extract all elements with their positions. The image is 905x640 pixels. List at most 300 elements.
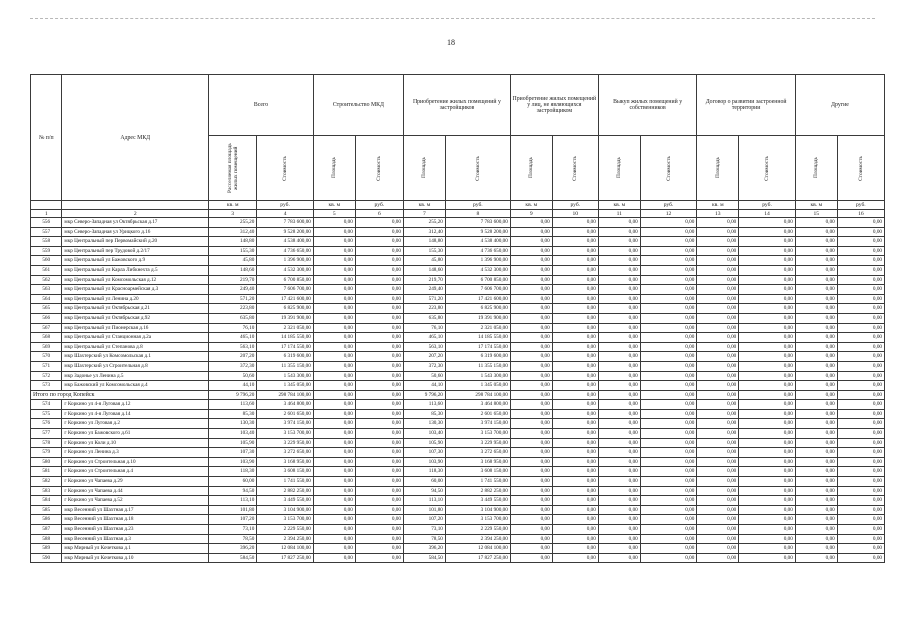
- cell-buyout-area: 0,00: [598, 304, 640, 314]
- cell-total-cost: 3 272 650,00: [257, 448, 314, 458]
- cell-developers-area: 372,30: [403, 361, 445, 371]
- cell-buyout-cost: 0,00: [640, 304, 697, 314]
- cell-non-developers-area: 0,00: [510, 323, 552, 333]
- cell-non-developers-cost: 0,00: [552, 477, 598, 487]
- cell-total-cost: 3 464 800,00: [257, 400, 314, 410]
- cell-territory-cost: 0,00: [739, 323, 796, 333]
- cell-developers-area: 94,50: [403, 486, 445, 496]
- cell-territory-cost: 0,00: [739, 409, 796, 419]
- cell-total-area: 85,30: [209, 409, 257, 419]
- cell-non-developers-cost: 0,00: [552, 534, 598, 544]
- cell-territory-area: 0,00: [697, 467, 739, 477]
- cell-total-area: 312,40: [209, 227, 257, 237]
- cell-other-cost: 0,00: [837, 256, 884, 266]
- cell-developers-area: 113,10: [403, 496, 445, 506]
- row-number: 571: [31, 361, 62, 371]
- cell-buyout-cost: 0,00: [640, 448, 697, 458]
- cell-non-developers-area: 0,00: [510, 294, 552, 304]
- cell-other-cost: 0,00: [837, 515, 884, 525]
- cell-buyout-area: 0,00: [598, 448, 640, 458]
- cell-non-developers-cost: 0,00: [552, 467, 598, 477]
- row-address: мкр Центральный ул Ленина д.20: [62, 294, 209, 304]
- row-address: г Коркино ул Ленина д.3: [62, 448, 209, 458]
- table-row: [31, 534, 885, 544]
- row-number: 561: [31, 265, 62, 275]
- cell-territory-cost: 0,00: [739, 419, 796, 429]
- cell-other-area: 0,00: [795, 381, 837, 391]
- row-address: г Коркино ул 4-я Луговая д.14: [62, 409, 209, 419]
- table-row: [31, 515, 885, 525]
- resettlement-table: [30, 74, 885, 563]
- cell-other-area: 0,00: [795, 553, 837, 563]
- cell-buyout-area: 0,00: [598, 553, 640, 563]
- cell-non-developers-cost: 0,00: [552, 381, 598, 391]
- cell-buyout-cost: 0,00: [640, 333, 697, 343]
- cell-developers-area: 148,60: [403, 265, 445, 275]
- cell-construction-cost: 0,00: [355, 438, 403, 448]
- unit-area: кв. м: [209, 201, 257, 210]
- cell-other-cost: 0,00: [837, 313, 884, 323]
- unit-cost: руб.: [355, 201, 403, 210]
- cell-buyout-area: 0,00: [598, 515, 640, 525]
- row-address: мкр Центральный пер Первомайский д.20: [62, 237, 209, 247]
- column-number: 11: [598, 210, 640, 218]
- unit-area: кв. м: [313, 201, 355, 210]
- cell-developers-cost: 4 532 300,00: [445, 265, 510, 275]
- cell-buyout-cost: 0,00: [640, 285, 697, 295]
- unit-area: кв. м: [697, 201, 739, 210]
- cell-territory-area: 0,00: [697, 496, 739, 506]
- cell-developers-area: 635,80: [403, 313, 445, 323]
- cell-other-cost: 0,00: [837, 265, 884, 275]
- table-row: [31, 486, 885, 496]
- subheader-area: Площадь: [697, 136, 739, 201]
- cell-non-developers-cost: 0,00: [552, 505, 598, 515]
- cell-non-developers-cost: 0,00: [552, 525, 598, 535]
- cell-total-area: 219,70: [209, 275, 257, 285]
- cell-buyout-cost: 0,00: [640, 256, 697, 266]
- row-number: 560: [31, 256, 62, 266]
- cell-other-area: 0,00: [795, 237, 837, 247]
- cell-buyout-cost: 0,00: [640, 467, 697, 477]
- cell-total-area: 255,20: [209, 218, 257, 228]
- cell-developers-cost: 17 827 250,00: [445, 553, 510, 563]
- cell-territory-cost: 0,00: [739, 448, 796, 458]
- cell-construction-cost: 0,00: [355, 448, 403, 458]
- column-number: 9: [510, 210, 552, 218]
- cell-developers-area: 107,20: [403, 515, 445, 525]
- cell-territory-cost: 0,00: [739, 256, 796, 266]
- cell-non-developers-area: 0,00: [510, 333, 552, 343]
- cell-territory-cost: 0,00: [739, 313, 796, 323]
- subheader-cost: Стоимость: [552, 136, 598, 201]
- row-address: г Коркино ул Строительная д.10: [62, 457, 209, 467]
- row-number: 574: [31, 400, 62, 410]
- cell-total-cost: 7 606 700,00: [257, 285, 314, 295]
- cell-construction-area: 0,00: [313, 323, 355, 333]
- cell-non-developers-area: 0,00: [510, 525, 552, 535]
- table-row: [31, 218, 885, 228]
- cell-developers-cost: 3 168 950,00: [445, 457, 510, 467]
- table-row: [31, 457, 885, 467]
- cell-non-developers-cost: 0,00: [552, 361, 598, 371]
- cell-territory-area: 0,00: [697, 323, 739, 333]
- row-address: мкр Центральный ул Карла Либкнехта д.5: [62, 265, 209, 275]
- cell-non-developers-area: 0,00: [510, 448, 552, 458]
- cell-buyout-area: 0,00: [598, 505, 640, 515]
- cell-territory-cost: 0,00: [739, 218, 796, 228]
- row-number: 557: [31, 227, 62, 237]
- cell-non-developers-area: 0,00: [510, 304, 552, 314]
- cell-construction-cost: 0,00: [355, 419, 403, 429]
- cell-other-cost: 0,00: [837, 323, 884, 333]
- cell-other-cost: 0,00: [837, 352, 884, 362]
- cell-territory-area: 0,00: [697, 419, 739, 429]
- row-number: 558: [31, 237, 62, 247]
- cell-buyout-area: 0,00: [598, 429, 640, 439]
- cell-developers-area: 105,90: [403, 438, 445, 448]
- table-row: [31, 371, 885, 381]
- cell-construction-area: 0,00: [313, 275, 355, 285]
- column-numbers-row: [31, 210, 885, 218]
- cell-total-area: 635,80: [209, 313, 257, 323]
- cell-construction-cost: 0,00: [355, 227, 403, 237]
- row-address: г Коркино ул Луговая д.2: [62, 419, 209, 429]
- table-row: [31, 227, 885, 237]
- column-number: 16: [837, 210, 884, 218]
- row-number: 577: [31, 429, 62, 439]
- header-group-total: Всего: [209, 75, 314, 136]
- cell-buyout-area: 0,00: [598, 438, 640, 448]
- cell-territory-area: 0,00: [697, 505, 739, 515]
- cell-non-developers-area: 0,00: [510, 227, 552, 237]
- cell-other-area: 0,00: [795, 323, 837, 333]
- cell-other-cost: 0,00: [837, 246, 884, 256]
- header-no: № п/п: [31, 75, 62, 201]
- cell-other-area: 0,00: [795, 361, 837, 371]
- cell-buyout-area: 0,00: [598, 275, 640, 285]
- table-row: [31, 467, 885, 477]
- cell-territory-area: 0,00: [697, 352, 739, 362]
- row-address: мкр Весенний ул Шахтная д.18: [62, 515, 209, 525]
- cell-other-cost: 0,00: [837, 419, 884, 429]
- row-number: 578: [31, 438, 62, 448]
- cell-construction-cost: 0,00: [355, 352, 403, 362]
- header-group-territory: Договор о развитии застроенной территории: [697, 75, 796, 136]
- cell-buyout-cost: 0,00: [640, 313, 697, 323]
- cell-territory-area: 0,00: [697, 534, 739, 544]
- cell-other-cost: 0,00: [837, 525, 884, 535]
- cell-construction-area: 0,00: [313, 477, 355, 487]
- unit-area: кв. м: [598, 201, 640, 210]
- cell-other-area: 0,00: [795, 371, 837, 381]
- cell-construction-area: 0,00: [313, 467, 355, 477]
- cell-other-area: 0,00: [795, 400, 837, 410]
- cell-developers-area: 571,20: [403, 294, 445, 304]
- table-row: [31, 496, 885, 506]
- cell-non-developers-area: 0,00: [510, 275, 552, 285]
- cell-total-cost: 3 104 900,00: [257, 505, 314, 515]
- cell-total-cost: 12 084 100,00: [257, 544, 314, 554]
- table-row: [31, 400, 885, 410]
- cell-non-developers-area: 0,00: [510, 400, 552, 410]
- cell-non-developers-area: 0,00: [510, 218, 552, 228]
- cell-developers-area: 584,50: [403, 553, 445, 563]
- cell-non-developers-area: 0,00: [510, 237, 552, 247]
- cell-developers-area: 73,10: [403, 525, 445, 535]
- cell-developers-area: 255,20: [403, 218, 445, 228]
- cell-buyout-area: 0,00: [598, 486, 640, 496]
- cell-non-developers-cost: 0,00: [552, 304, 598, 314]
- cell-non-developers-cost: 0,00: [552, 457, 598, 467]
- table-row: [31, 323, 885, 333]
- cell-territory-cost: 0,00: [739, 381, 796, 391]
- cell-total-cost: 19 391 900,00: [257, 313, 314, 323]
- cell-total-cost: 1 543 300,00: [257, 371, 314, 381]
- cell-total-area: 113,60: [209, 400, 257, 410]
- cell-other-cost: 0,00: [837, 294, 884, 304]
- cell-territory-area: 0,00: [697, 390, 739, 400]
- table-row: [31, 505, 885, 515]
- table-row: [31, 342, 885, 352]
- subheader-cost: Стоимость: [355, 136, 403, 201]
- table-row: [31, 409, 885, 419]
- resettlement-table-sheet: [30, 74, 885, 563]
- column-number: 6: [355, 210, 403, 218]
- cell-territory-area: 0,00: [697, 313, 739, 323]
- cell-buyout-cost: 0,00: [640, 419, 697, 429]
- table-row: [31, 544, 885, 554]
- cell-territory-area: 0,00: [697, 227, 739, 237]
- cell-other-area: 0,00: [795, 429, 837, 439]
- cell-developers-cost: 14 185 550,00: [445, 333, 510, 343]
- cell-non-developers-area: 0,00: [510, 265, 552, 275]
- cell-non-developers-cost: 0,00: [552, 218, 598, 228]
- column-number: 4: [257, 210, 314, 218]
- table-row: [31, 294, 885, 304]
- cell-total-area: 101,80: [209, 505, 257, 515]
- cell-construction-area: 0,00: [313, 304, 355, 314]
- cell-buyout-area: 0,00: [598, 419, 640, 429]
- cell-construction-cost: 0,00: [355, 371, 403, 381]
- cell-other-cost: 0,00: [837, 544, 884, 554]
- cell-other-cost: 0,00: [837, 457, 884, 467]
- cell-non-developers-cost: 0,00: [552, 553, 598, 563]
- unit-cost: руб.: [739, 201, 796, 210]
- cell-buyout-area: 0,00: [598, 525, 640, 535]
- cell-territory-area: 0,00: [697, 285, 739, 295]
- cell-other-cost: 0,00: [837, 333, 884, 343]
- cell-total-cost: 3 153 700,00: [257, 515, 314, 525]
- subheader-cost: Стоимость: [640, 136, 697, 201]
- cell-territory-area: 0,00: [697, 246, 739, 256]
- cell-developers-cost: 7 606 700,00: [445, 285, 510, 295]
- cell-territory-area: 0,00: [697, 553, 739, 563]
- cell-non-developers-cost: 0,00: [552, 256, 598, 266]
- cell-non-developers-cost: 0,00: [552, 515, 598, 525]
- cell-developers-cost: 3 153 700,00: [445, 515, 510, 525]
- cell-buyout-cost: 0,00: [640, 237, 697, 247]
- cell-other-area: 0,00: [795, 438, 837, 448]
- header-address: Адрес МКД: [62, 75, 209, 201]
- row-address: мкр Шахтерский ул Комсомольская д.1: [62, 352, 209, 362]
- cell-other-area: 0,00: [795, 256, 837, 266]
- cell-developers-cost: 17 174 550,00: [445, 342, 510, 352]
- cell-buyout-cost: 0,00: [640, 246, 697, 256]
- cell-territory-cost: 0,00: [739, 553, 796, 563]
- cell-buyout-cost: 0,00: [640, 323, 697, 333]
- cell-developers-area: 249,40: [403, 285, 445, 295]
- cell-construction-cost: 0,00: [355, 429, 403, 439]
- cell-other-area: 0,00: [795, 544, 837, 554]
- row-number: 579: [31, 448, 62, 458]
- cell-other-cost: 0,00: [837, 381, 884, 391]
- cell-construction-area: 0,00: [313, 361, 355, 371]
- row-address: г Коркино ул 4-я Луговая д.12: [62, 400, 209, 410]
- cell-other-cost: 0,00: [837, 304, 884, 314]
- cell-developers-area: 148,80: [403, 237, 445, 247]
- cell-total-area: 44,10: [209, 381, 257, 391]
- cell-other-cost: 0,00: [837, 553, 884, 563]
- cell-other-cost: 0,00: [837, 534, 884, 544]
- row-number: 583: [31, 486, 62, 496]
- cell-territory-cost: 0,00: [739, 227, 796, 237]
- cell-developers-area: 312,40: [403, 227, 445, 237]
- cell-total-area: 584,50: [209, 553, 257, 563]
- cell-non-developers-area: 0,00: [510, 285, 552, 295]
- cell-total-area: 207,20: [209, 352, 257, 362]
- cell-construction-area: 0,00: [313, 448, 355, 458]
- cell-developers-cost: 9 528 200,00: [445, 227, 510, 237]
- table-row: [31, 553, 885, 563]
- cell-developers-area: 396,20: [403, 544, 445, 554]
- row-address: мкр Бажовский ул Комсомольская д.4: [62, 381, 209, 391]
- table-row: [31, 429, 885, 439]
- cell-non-developers-area: 0,00: [510, 342, 552, 352]
- cell-developers-cost: 11 355 150,00: [445, 361, 510, 371]
- cell-other-area: 0,00: [795, 409, 837, 419]
- table-row: [31, 304, 885, 314]
- unit-cost: руб.: [257, 201, 314, 210]
- cell-territory-cost: 0,00: [739, 246, 796, 256]
- cell-total-cost: 3 974 150,00: [257, 419, 314, 429]
- cell-buyout-area: 0,00: [598, 237, 640, 247]
- cell-buyout-area: 0,00: [598, 496, 640, 506]
- cell-territory-cost: 0,00: [739, 515, 796, 525]
- cell-buyout-cost: 0,00: [640, 409, 697, 419]
- table-row: [31, 285, 885, 295]
- cell-non-developers-area: 0,00: [510, 419, 552, 429]
- row-number: 580: [31, 457, 62, 467]
- cell-buyout-area: 0,00: [598, 313, 640, 323]
- cell-developers-area: 50,60: [403, 371, 445, 381]
- total-label: Итого по город Копейск: [31, 390, 209, 400]
- unit-cost: руб.: [640, 201, 697, 210]
- cell-buyout-area: 0,00: [598, 265, 640, 275]
- cell-non-developers-area: 0,00: [510, 371, 552, 381]
- cell-non-developers-area: 0,00: [510, 361, 552, 371]
- cell-construction-cost: 0,00: [355, 361, 403, 371]
- cell-total-cost: 2 601 650,00: [257, 409, 314, 419]
- cell-non-developers-area: 0,00: [510, 409, 552, 419]
- row-address: г Коркино ул Чапаева д.52: [62, 496, 209, 506]
- row-address: мкр Северо-Западная ул Урицкого д.16: [62, 227, 209, 237]
- cell-other-cost: 0,00: [837, 505, 884, 515]
- cell-other-area: 0,00: [795, 352, 837, 362]
- row-number: 582: [31, 477, 62, 487]
- cell-total-cost: 298 784 100,00: [257, 390, 314, 400]
- cell-buyout-cost: 0,00: [640, 496, 697, 506]
- cell-developers-cost: 298 784 100,00: [445, 390, 510, 400]
- cell-construction-cost: 0,00: [355, 304, 403, 314]
- subheader-area: Площадь: [510, 136, 552, 201]
- cell-non-developers-area: 0,00: [510, 544, 552, 554]
- cell-buyout-area: 0,00: [598, 371, 640, 381]
- cell-territory-cost: 0,00: [739, 525, 796, 535]
- row-address: г Коркино ул Строительная д.4: [62, 467, 209, 477]
- cell-buyout-area: 0,00: [598, 323, 640, 333]
- cell-developers-area: 45,80: [403, 256, 445, 266]
- cell-other-cost: 0,00: [837, 361, 884, 371]
- cell-total-cost: 14 185 550,00: [257, 333, 314, 343]
- cell-territory-cost: 0,00: [739, 371, 796, 381]
- cell-other-area: 0,00: [795, 525, 837, 535]
- subheader-area: Площадь: [313, 136, 355, 201]
- cell-non-developers-cost: 0,00: [552, 275, 598, 285]
- cell-total-cost: 6 700 850,00: [257, 275, 314, 285]
- cell-total-cost: 2 882 250,00: [257, 486, 314, 496]
- cell-construction-cost: 0,00: [355, 313, 403, 323]
- cell-construction-cost: 0,00: [355, 333, 403, 343]
- subheader-total-area: Расселяемая площадь жилых помещений: [209, 136, 257, 201]
- cell-territory-cost: 0,00: [739, 496, 796, 506]
- row-number: 563: [31, 285, 62, 295]
- cell-developers-area: 107,30: [403, 448, 445, 458]
- table-row: [31, 448, 885, 458]
- cell-other-area: 0,00: [795, 486, 837, 496]
- cell-territory-area: 0,00: [697, 237, 739, 247]
- row-address: мкр Центральный ул Красноармейская д.3: [62, 285, 209, 295]
- row-address: мкр Центральный ул Комсомольская д.12: [62, 275, 209, 285]
- cell-buyout-cost: 0,00: [640, 515, 697, 525]
- cell-non-developers-cost: 0,00: [552, 313, 598, 323]
- page-number: 18: [447, 38, 455, 47]
- cell-territory-cost: 0,00: [739, 457, 796, 467]
- cell-territory-area: 0,00: [697, 448, 739, 458]
- row-address: мкр Центральный ул Пионерская д.16: [62, 323, 209, 333]
- cell-total-cost: 11 355 150,00: [257, 361, 314, 371]
- cell-total-area: 45,80: [209, 256, 257, 266]
- cell-non-developers-area: 0,00: [510, 390, 552, 400]
- row-number: 562: [31, 275, 62, 285]
- cell-other-area: 0,00: [795, 304, 837, 314]
- cell-other-cost: 0,00: [837, 342, 884, 352]
- cell-total-area: 155,30: [209, 246, 257, 256]
- header-group-non-developers: Приобретение жилых помещений у лиц, не являющихся застройщиком: [510, 75, 598, 136]
- table-row: [31, 265, 885, 275]
- cell-construction-area: 0,00: [313, 544, 355, 554]
- cell-developers-cost: 1 543 300,00: [445, 371, 510, 381]
- cell-total-area: 105,90: [209, 438, 257, 448]
- unit-area: кв. м: [510, 201, 552, 210]
- cell-developers-area: 219,70: [403, 275, 445, 285]
- cell-construction-area: 0,00: [313, 515, 355, 525]
- cell-total-cost: 3 168 950,00: [257, 457, 314, 467]
- cell-developers-area: 563,10: [403, 342, 445, 352]
- column-number: 12: [640, 210, 697, 218]
- cell-total-cost: 4 736 650,00: [257, 246, 314, 256]
- row-number: 585: [31, 505, 62, 515]
